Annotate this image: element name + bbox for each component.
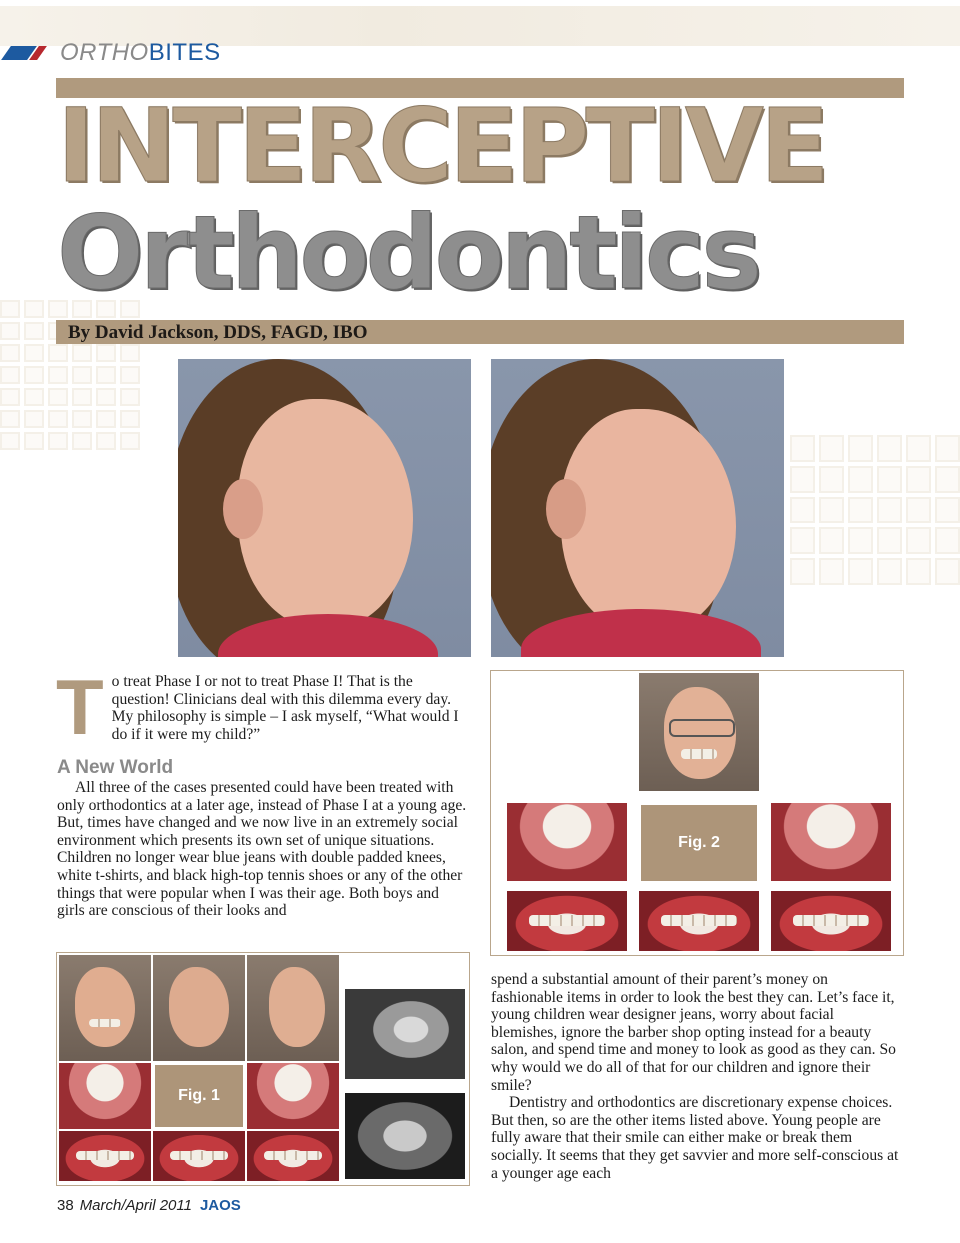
issue-date: March/April 2011 (79, 1197, 192, 1214)
profile-photo-after (491, 359, 784, 657)
fig1-right-occlusion (59, 1131, 151, 1181)
article-title-line1: INTERCEPTIVE (57, 87, 826, 206)
section-tag-prefix: ORTHO (60, 39, 149, 66)
fig1-upper-arch (59, 1063, 151, 1129)
section-tag (60, 39, 221, 67)
background-grid-right (790, 435, 960, 585)
body-column-right (491, 971, 903, 1182)
profile-photo-before (178, 359, 471, 657)
drop-cap: T (56, 663, 104, 751)
article-byline: By David Jackson, DDS, FAGD, IBO (68, 322, 368, 343)
body-paragraph-right-1: spend a substantial amount of their parent’s money on fashionable items in order to look the best they can. Let’s face it, young children wear designer jeans, worry about facial blemishes, ignore the barber shop opting instead for a beauty salon, and spend time and money to look as good as they can. So why would we do all of that for our children and ignore their smile? (491, 971, 896, 1094)
fig2-front-occlusion (639, 891, 759, 951)
body-column-left (57, 779, 467, 920)
fig2-portrait (639, 673, 759, 791)
fig1-front-occlusion (153, 1131, 245, 1181)
fig1-front-portrait (153, 955, 245, 1061)
fig2-label: Fig. 2 (641, 805, 757, 881)
figure-2 (490, 670, 904, 956)
intro-paragraph (56, 663, 467, 751)
figure-1 (56, 952, 470, 1186)
fig1-panoramic-xray (345, 1093, 465, 1179)
fig2-lower-arch (771, 803, 891, 881)
magazine-name: JAOS (199, 1197, 241, 1214)
subhead-new-world: A New World (57, 757, 174, 778)
fig1-left-occlusion (247, 1131, 339, 1181)
fig2-right-occlusion (507, 891, 627, 951)
page-footer (57, 1197, 241, 1214)
body-paragraph-left: All three of the cases presented could have been treated with only orthodontics at a later age, instead of Phase I at a young age. But, times have changed and we now live in an extremely social environment which presents its own set of unique situations. Children no longer wear blue jeans with double padded knees, white t-shirts, and black high-top tennis shoes or any of the other things that were popular when I was their age. Both boys and girls are conscious of their looks and (57, 779, 467, 920)
fig1-profile-portrait (247, 955, 339, 1061)
fig1-smile-portrait (59, 955, 151, 1061)
page-number: 38 (57, 1197, 74, 1214)
fig1-label: Fig. 1 (155, 1065, 243, 1127)
intro-text: o treat Phase I or not to treat Phase I! That is the question! Clinicians deal with this dilemma every day. My philosophy is simple – I ask myself, “What would I do if it were my child?” (111, 673, 459, 743)
article-title-line2: Orthodontics (57, 194, 759, 313)
fig1-ceph-xray (345, 989, 465, 1079)
fig2-upper-arch (507, 803, 627, 881)
section-tag-suffix: BITES (148, 39, 221, 66)
fig1-lower-arch (247, 1063, 339, 1129)
body-paragraph-right-2: Dentistry and orthodontics are discretionary expense choices. But then, so are the other items listed above. Young people are fully aware that their smile can either make or break them socially. It seems that they get savvier and more self-conscious at a younger age each (491, 1094, 899, 1182)
fig2-left-occlusion (771, 891, 891, 951)
